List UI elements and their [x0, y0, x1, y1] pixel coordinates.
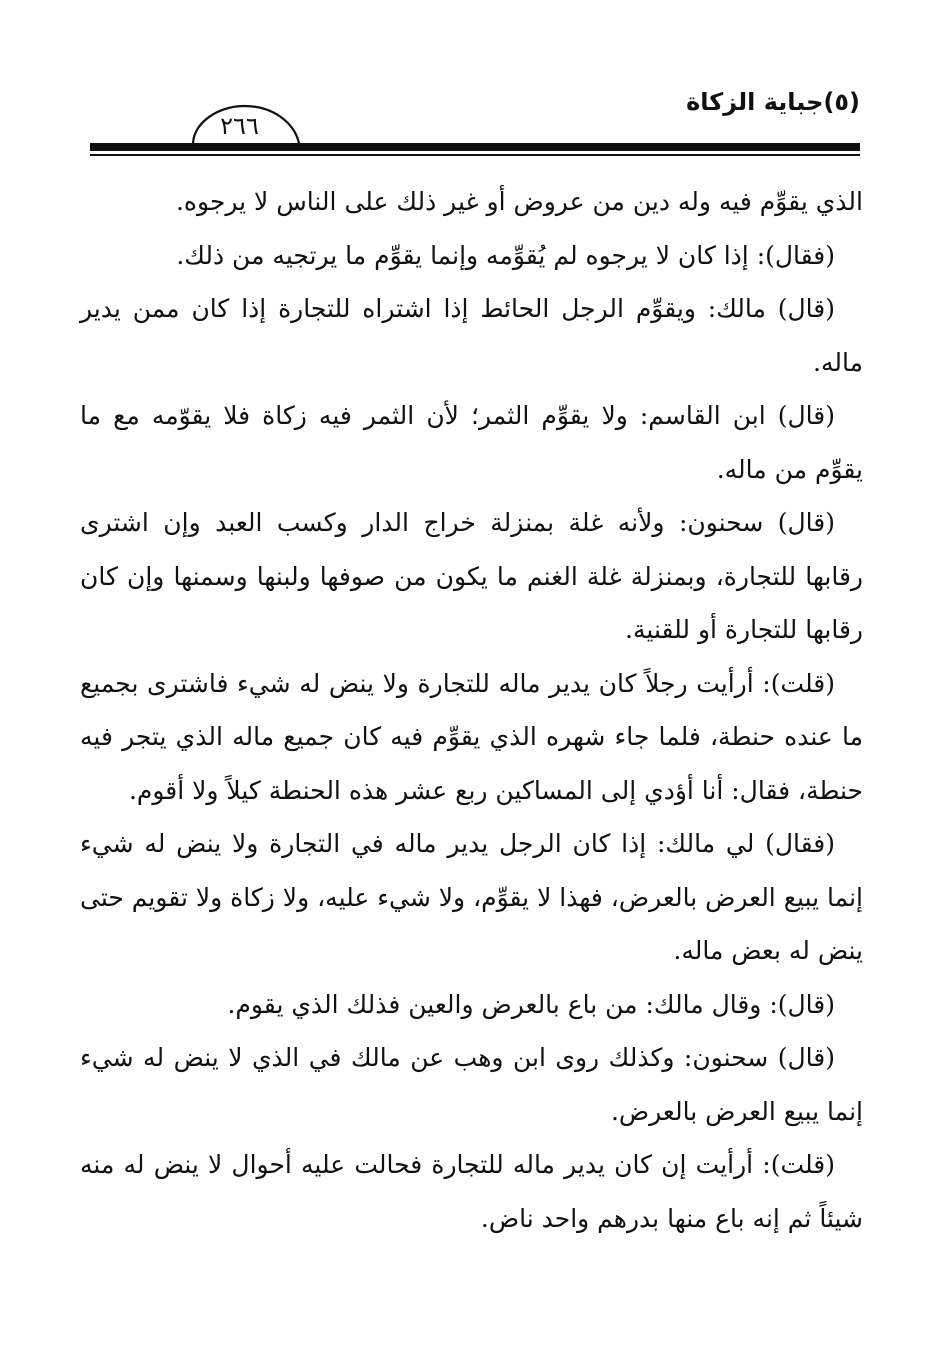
paragraph: (قال) سحنون: ولأنه غلة بمنزلة خراج الدار وكسب العبد وإن اشترى رقابها للتجارة، وبمنزلة غلة الغنم ما يكون من صوفها ولبنها وسمنها وإن كان رقابها للتجارة أو للقنية. [80, 508, 863, 644]
paragraph: (قال) ابن القاسم: ولا يقوِّم الثمر؛ لأن الثمر فيه زكاة فلا يقوّمه مع ما يقوِّم من ماله. [80, 401, 863, 484]
paragraph: (قال) سحنون: وكذلك روى ابن وهب عن مالك في الذي لا ينض له شيء إنما يبيع العرض بالعرض. [80, 1043, 863, 1126]
header-rule-thick [90, 143, 860, 151]
running-title: (٥)جباية الزكاة [686, 88, 860, 116]
page-number: ٢٦٦ [220, 112, 259, 140]
paragraph: (قلت): أرأيت إن كان يدير ماله للتجارة فحالت عليه أحوال لا ينض له منه شيئاً ثم إنه باع منها بدرهم واحد ناض. [80, 1150, 863, 1233]
paragraph: الذي يقوِّم فيه وله دين من عروض أو غير ذلك على الناس لا يرجوه. [175, 187, 863, 216]
header-rule-thin [90, 154, 860, 156]
page-header [90, 70, 860, 160]
paragraph: (فقال): إذا كان لا يرجوه لم يُقوِّمه وإنما يقوِّم ما يرتجيه من ذلك. [176, 240, 835, 270]
paragraph: (قال) مالك: ويقوِّم الرجل الحائط إذا اشتراه للتجارة إذا كان ممن يدير ماله. [80, 294, 863, 377]
paragraph: (قلت): أرأيت رجلاً كان يدير ماله للتجارة ولا ينض له شيء فاشترى بجميع ما عنده حنطة، فلما جاء شهره الذي يقوِّم فيه كان جميع ماله الذي يتجر فيه حنطة، فقال: أنا أؤدي إلى المساكين ربع عشر هذه الحنطة كيلاً ولا أقوم. [80, 668, 863, 805]
paragraph: (قال): وقال مالك: من باع بالعرض والعين فذلك الذي يقوم. [227, 989, 835, 1019]
paragraph: (فقال) لي مالك: إذا كان الرجل يدير ماله في التجارة ولا ينض له شيء إنما يبيع العرض بالعرض، فهذا لا يقوِّم، ولا شيء عليه، ولا زكاة ولا تقويم حتى ينض له بعض ماله. [80, 829, 863, 965]
body-text [80, 175, 863, 1245]
